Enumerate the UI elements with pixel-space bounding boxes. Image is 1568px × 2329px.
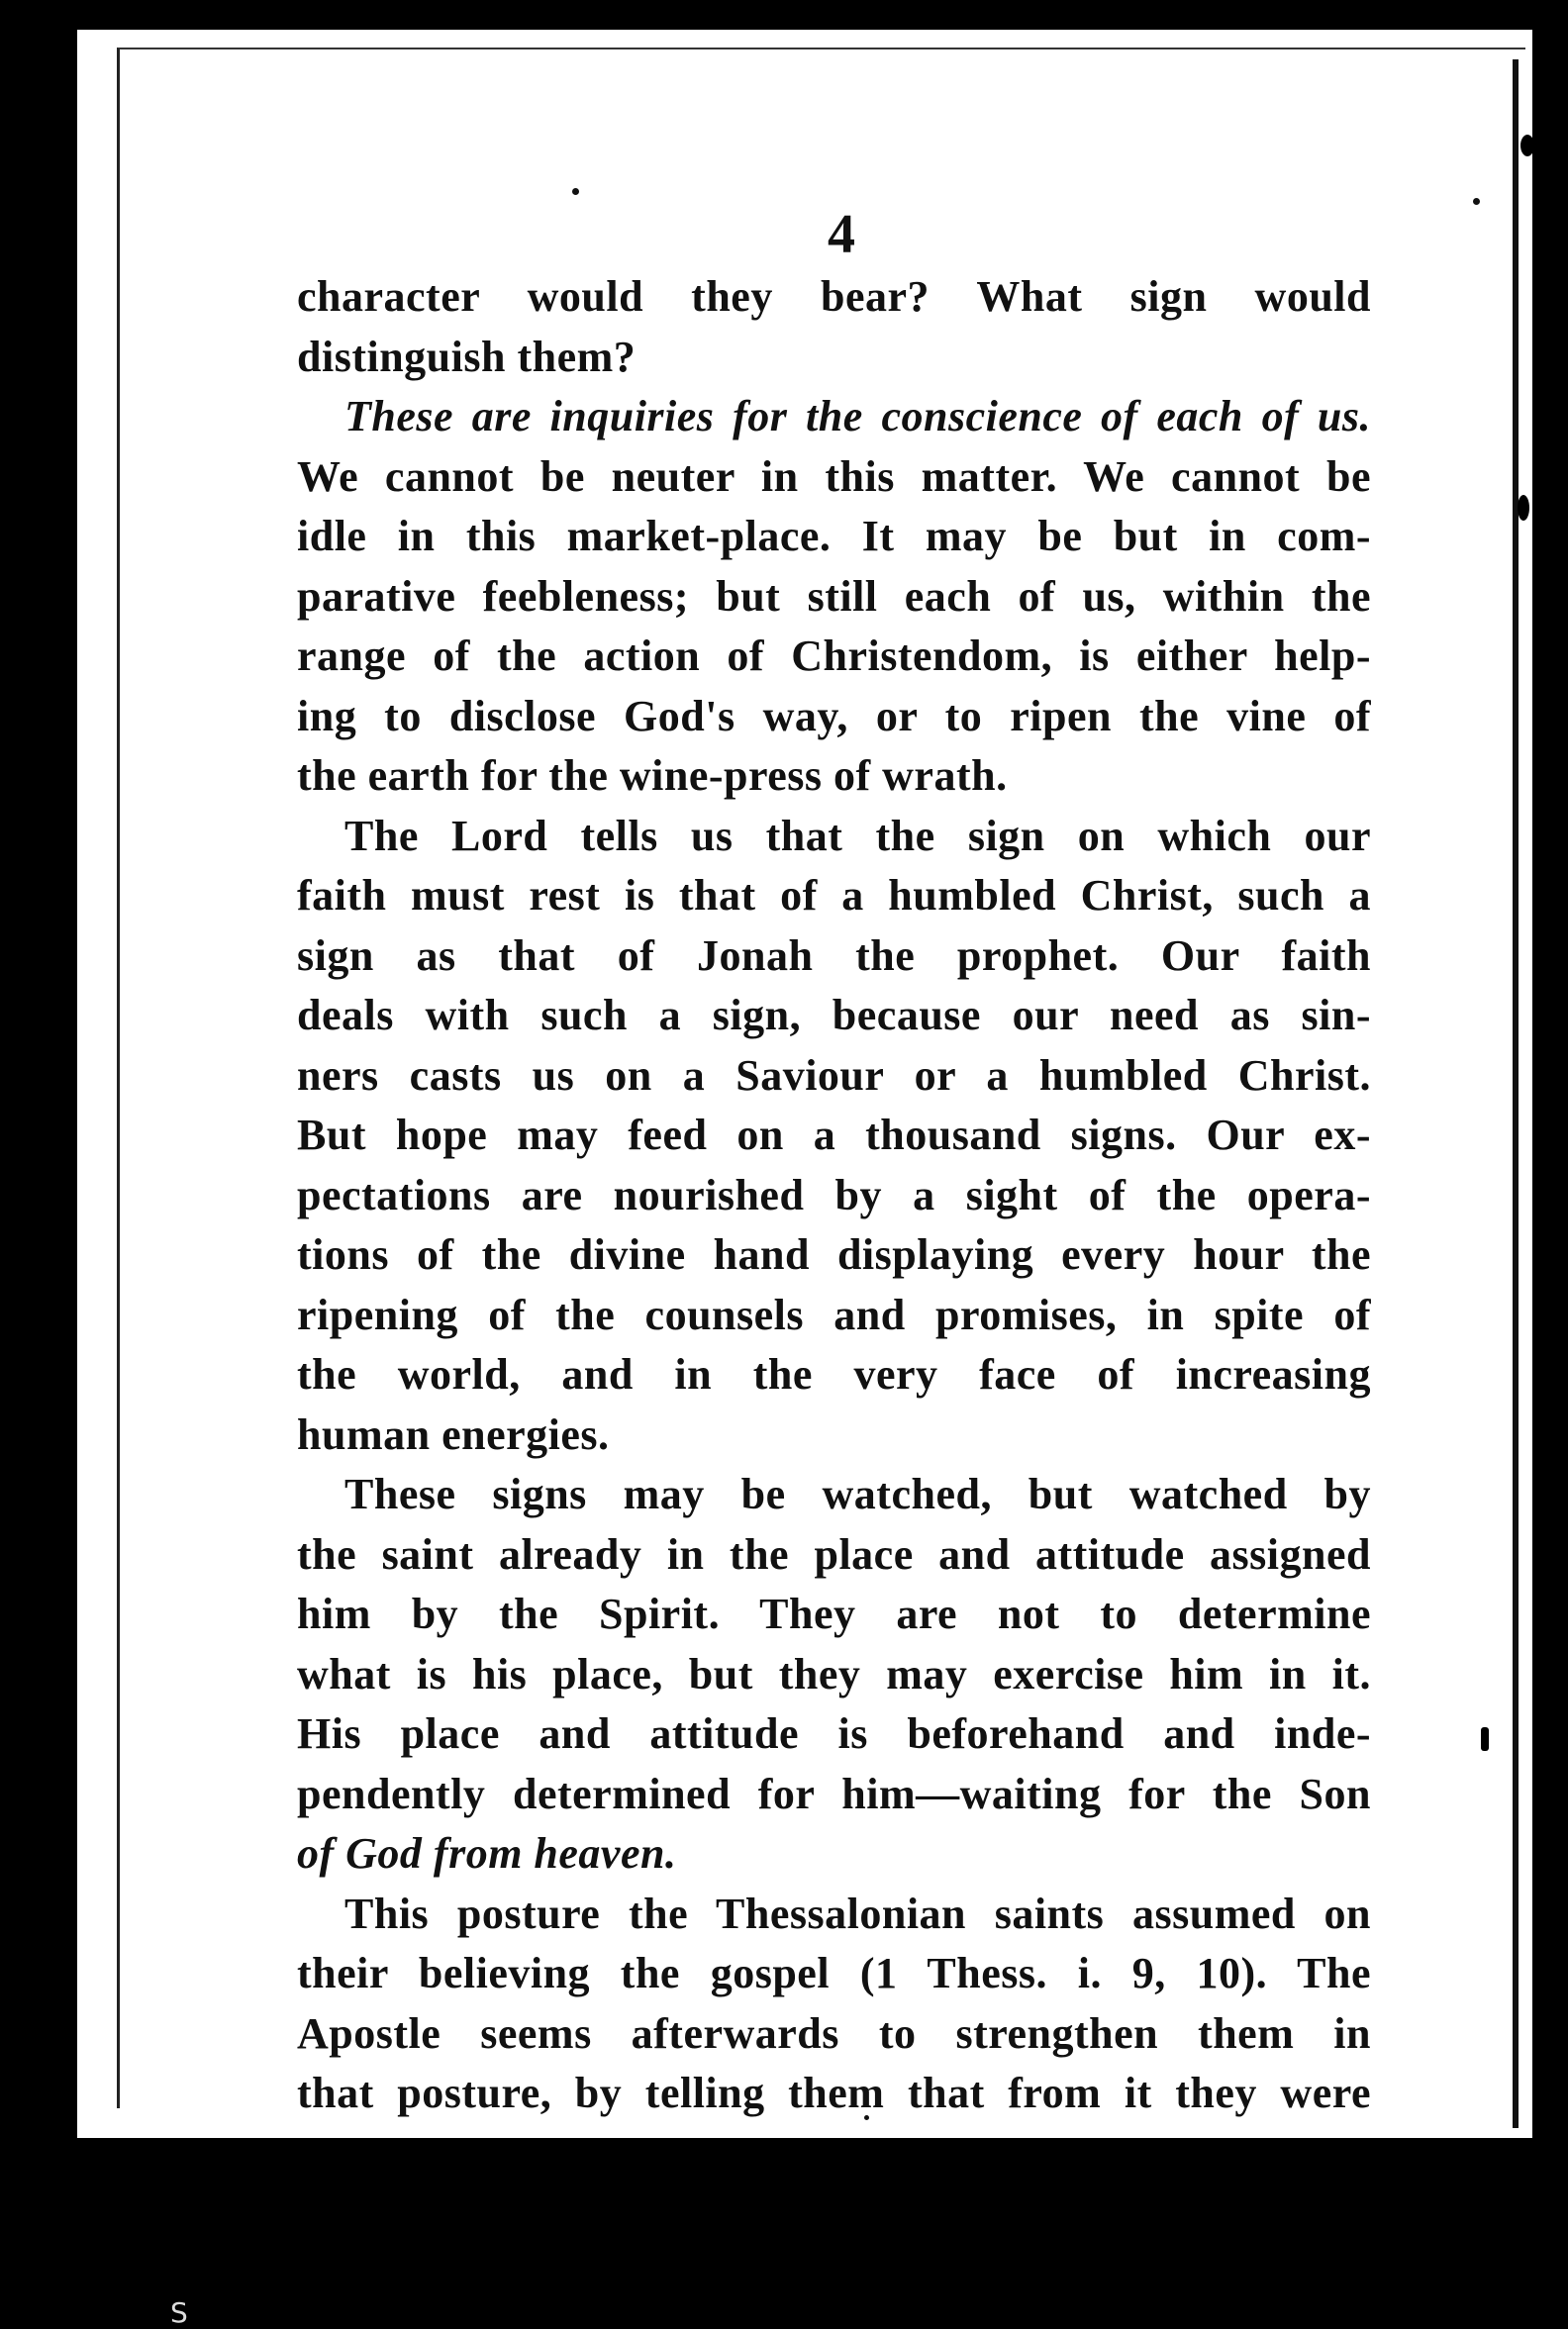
page-number: 4: [828, 204, 855, 265]
text-line: that posture, by telling them that from it they were: [297, 2069, 1371, 2117]
text-line: sign as that of Jonah the prophet. Our faith: [297, 930, 1371, 980]
bottom-mark: S: [170, 2296, 188, 2329]
page-edge: [1513, 59, 1519, 2128]
text-line: what is his place, but they may exercise him in it.: [297, 1649, 1371, 1698]
text-line: of God from heaven.: [297, 1829, 677, 1878]
text-line: These are inquiries for the conscience of each of us.: [344, 392, 1371, 440]
text-line: This posture the Thessalonian saints assumed on: [344, 1889, 1371, 1938]
text-line: their believing the gospel (1 Thess. i. 9, 10). The: [297, 1949, 1371, 1997]
text-line: His place and attitude is beforehand and inde-: [297, 1709, 1371, 1758]
text-line: ners casts us on a Saviour or a humbled Christ.: [297, 1050, 1371, 1100]
binding-mark-middle: [1518, 495, 1529, 521]
text-line: pectations are nourished by a sight of the opera-: [297, 1170, 1371, 1219]
stray-dot-left: [572, 188, 579, 195]
text-line: We cannot be neuter in this matter. We cannot be: [297, 451, 1371, 501]
text-line: tions of the divine hand displaying every hour the: [297, 1230, 1371, 1279]
text-line: pendently determined for him—waiting for the Son: [297, 1769, 1371, 1818]
binding-mark-lower: [1481, 1727, 1489, 1751]
text-line: deals with such a sign, because our need as sin-: [297, 991, 1371, 1039]
text-line: character would they bear? What sign would: [297, 272, 1371, 321]
text-line: idle in this market-place. It may be but in com-: [297, 512, 1371, 560]
text-line: human energies.: [297, 1409, 610, 1459]
text-line: Apostle seems afterwards to strengthen them in: [297, 2008, 1371, 2058]
text-line: But hope may feed on a thousand signs. Our ex-: [297, 1111, 1371, 1159]
text-line: the saint already in the place and attitude assigned: [297, 1529, 1371, 1579]
text-line: These signs may be watched, but watched by: [344, 1470, 1371, 1518]
body-text: [297, 267, 1371, 2124]
text-line: ing to disclose God's way, or to ripen the vine of: [297, 691, 1371, 740]
text-line: him by the Spirit. They are not to determine: [297, 1590, 1371, 1638]
text-line: ripening of the counsels and promises, in spite of: [297, 1290, 1371, 1339]
text-line: The Lord tells us that the sign on which our: [344, 811, 1371, 860]
text-line: parative feebleness; but still each of us, within the: [297, 571, 1371, 621]
text-line: the world, and in the very face of increasing: [297, 1350, 1371, 1399]
text-line: the earth for the wine-press of wrath.: [297, 751, 1008, 800]
binding-mark-top: [1520, 135, 1534, 156]
text-line: distinguish them?: [297, 332, 637, 381]
text-line: faith must rest is that of a humbled Christ, such a: [297, 871, 1371, 920]
text-line: range of the action of Christendom, is either help-: [297, 631, 1371, 680]
stray-dot-right: [1473, 198, 1480, 205]
